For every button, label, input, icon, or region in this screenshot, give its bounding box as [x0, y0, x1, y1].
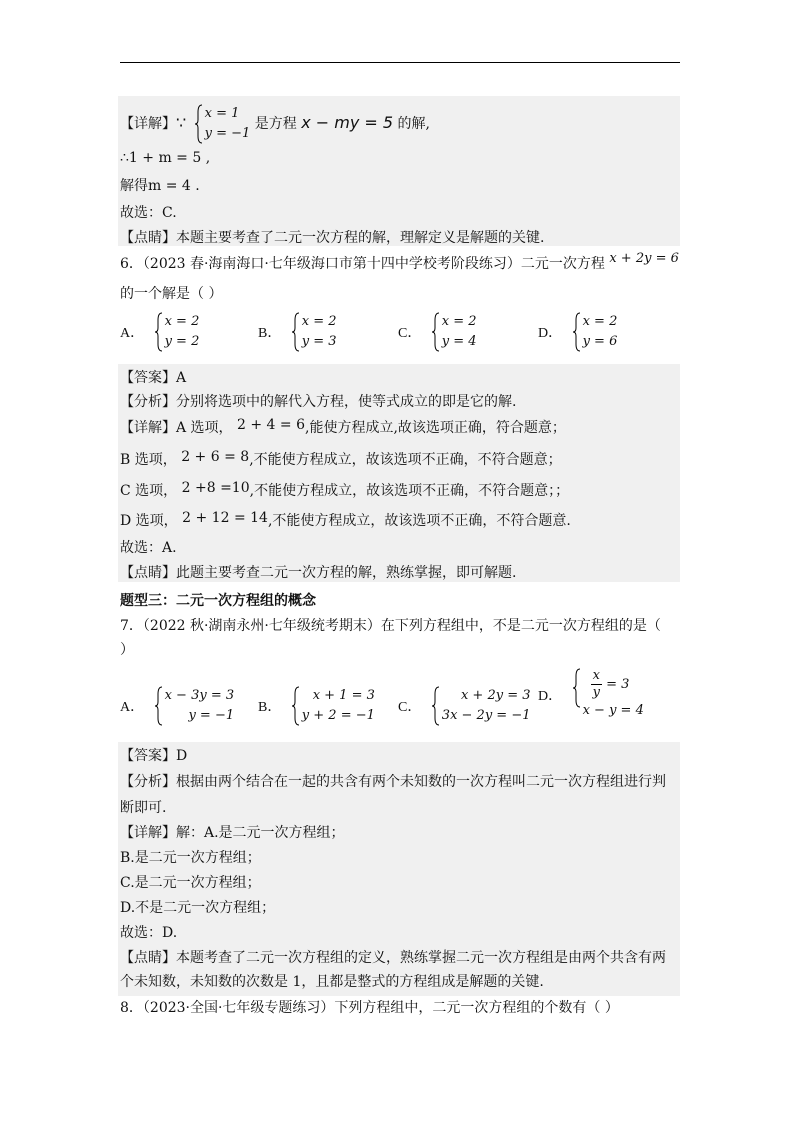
q6-detail-c: C 选项， 2 +8 =10,不能使方程成立，故该选项不正确，不符合题意；； [120, 480, 570, 499]
brace-icon [573, 668, 581, 708]
header-rule [120, 62, 680, 63]
q7-stem: 7．（2022 秋·湖南永州·七年级统考期末）在下列方程组中，不是二元一次方程组的是（ [120, 618, 661, 634]
q7-option-b[interactable]: B． x + 1 = 3 y + 2 = −1 [258, 686, 375, 726]
q7-analysis: 【分析】根据由两个结合在一起的共含有两个未知数的一次方程叫二元一次方程组进行判 [120, 774, 666, 790]
q6-stem: 6．（2023 春·海南海口·七年级海口市第十四中学校考阶段练习）二元一次方程 x + 2y = 6 [120, 251, 679, 272]
q7-option-c[interactable]: C． x + 2y = 3 3x − 2y = −1 [398, 686, 531, 726]
q6-option-a[interactable]: A． x = 2 y = 2 [120, 312, 199, 352]
q7-detail-4: D.不是二元一次方程组； [120, 900, 276, 916]
q8-stem: 8．（2023·全国·七年级专题练习）下列方程组中，二元一次方程组的个数有（ ） [120, 1000, 619, 1016]
q7-option-a[interactable]: A． x − 3y = 3 y = −1 [120, 686, 234, 726]
q6-option-d[interactable]: D． x = 2 y = 6 [538, 312, 617, 352]
brace-icon [573, 312, 581, 352]
q6-option-c[interactable]: C． x = 2 y = 4 [398, 312, 477, 352]
q6-detail-a: 【详解】A 选项， 2 + 4 = 6,能使方程成立,故该选项正确，符合题意； [120, 417, 566, 436]
brace-icon [155, 686, 163, 726]
brace-icon [195, 104, 203, 144]
q5-detail-line: 【详解】∵ x = 1 y = −1 是方程 x − my = 5 的解, [120, 104, 430, 144]
brace-icon [432, 312, 440, 352]
q7-detail-1: 【详解】解：A.是二元一次方程组； [120, 825, 345, 841]
q5-comment: 【点睛】本题主要考查了二元一次方程的解，理解定义是解题的关键. [120, 230, 545, 246]
fraction: $\frac{x}{y}$ [592, 668, 600, 700]
q7-analysis-2: 断即可. [120, 800, 167, 816]
brace-icon [432, 686, 440, 726]
q6-comment: 【点睛】此题主要考查二元一次方程的解，熟练掌握，即可解题. [120, 565, 517, 581]
q5-solution-system: x = 1 y = −1 [195, 104, 251, 144]
q7-option-d[interactable]: D． $\frac{x}{y}$ = 3 x − y = 4 [538, 668, 644, 718]
q6-analysis: 【分析】分别将选项中的解代入方程，使等式成立的即是它的解. [120, 394, 517, 410]
q7-choose: 故选：D. [120, 925, 178, 941]
q7-comment-2: 个未知数，未知数的次数是 1，且都是整式的方程组成是解题的关键. [120, 974, 544, 990]
q6-detail-d: D 选项， 2 + 12 = 14,不能使方程成立，故该选项不正确，不符合题意. [120, 510, 571, 529]
q7-detail-3: C.是二元一次方程组； [120, 875, 261, 891]
q6-stem2: 的一个解是（ ） [120, 286, 223, 302]
q5-choose: 故选：C. [120, 205, 177, 221]
q7-detail-2: B.是二元一次方程组； [120, 850, 261, 866]
q6-detail-b: B 选项， 2 + 6 = 8,不能使方程成立，故该选项不正确，不符合题意； [120, 449, 562, 468]
q7-comment: 【点睛】本题考查了二元一次方程组的定义，熟练掌握二元一次方程组是由两个共含有两 [120, 950, 666, 966]
q6-choose: 故选：A. [120, 540, 177, 556]
section-heading: 题型三：二元一次方程组的概念 [120, 593, 316, 609]
q6-option-b[interactable]: B． x = 2 y = 3 [258, 312, 337, 352]
q5-solve: 解得m = 4 . [120, 178, 200, 194]
q6-answer: 【答案】A [120, 370, 187, 386]
brace-icon [292, 312, 300, 352]
brace-icon [155, 312, 163, 352]
q7-stem2: ） [120, 642, 134, 658]
brace-icon [292, 686, 300, 726]
q5-therefore: ∴1 + m = 5 , [120, 150, 211, 166]
q7-answer: 【答案】D [120, 748, 188, 764]
